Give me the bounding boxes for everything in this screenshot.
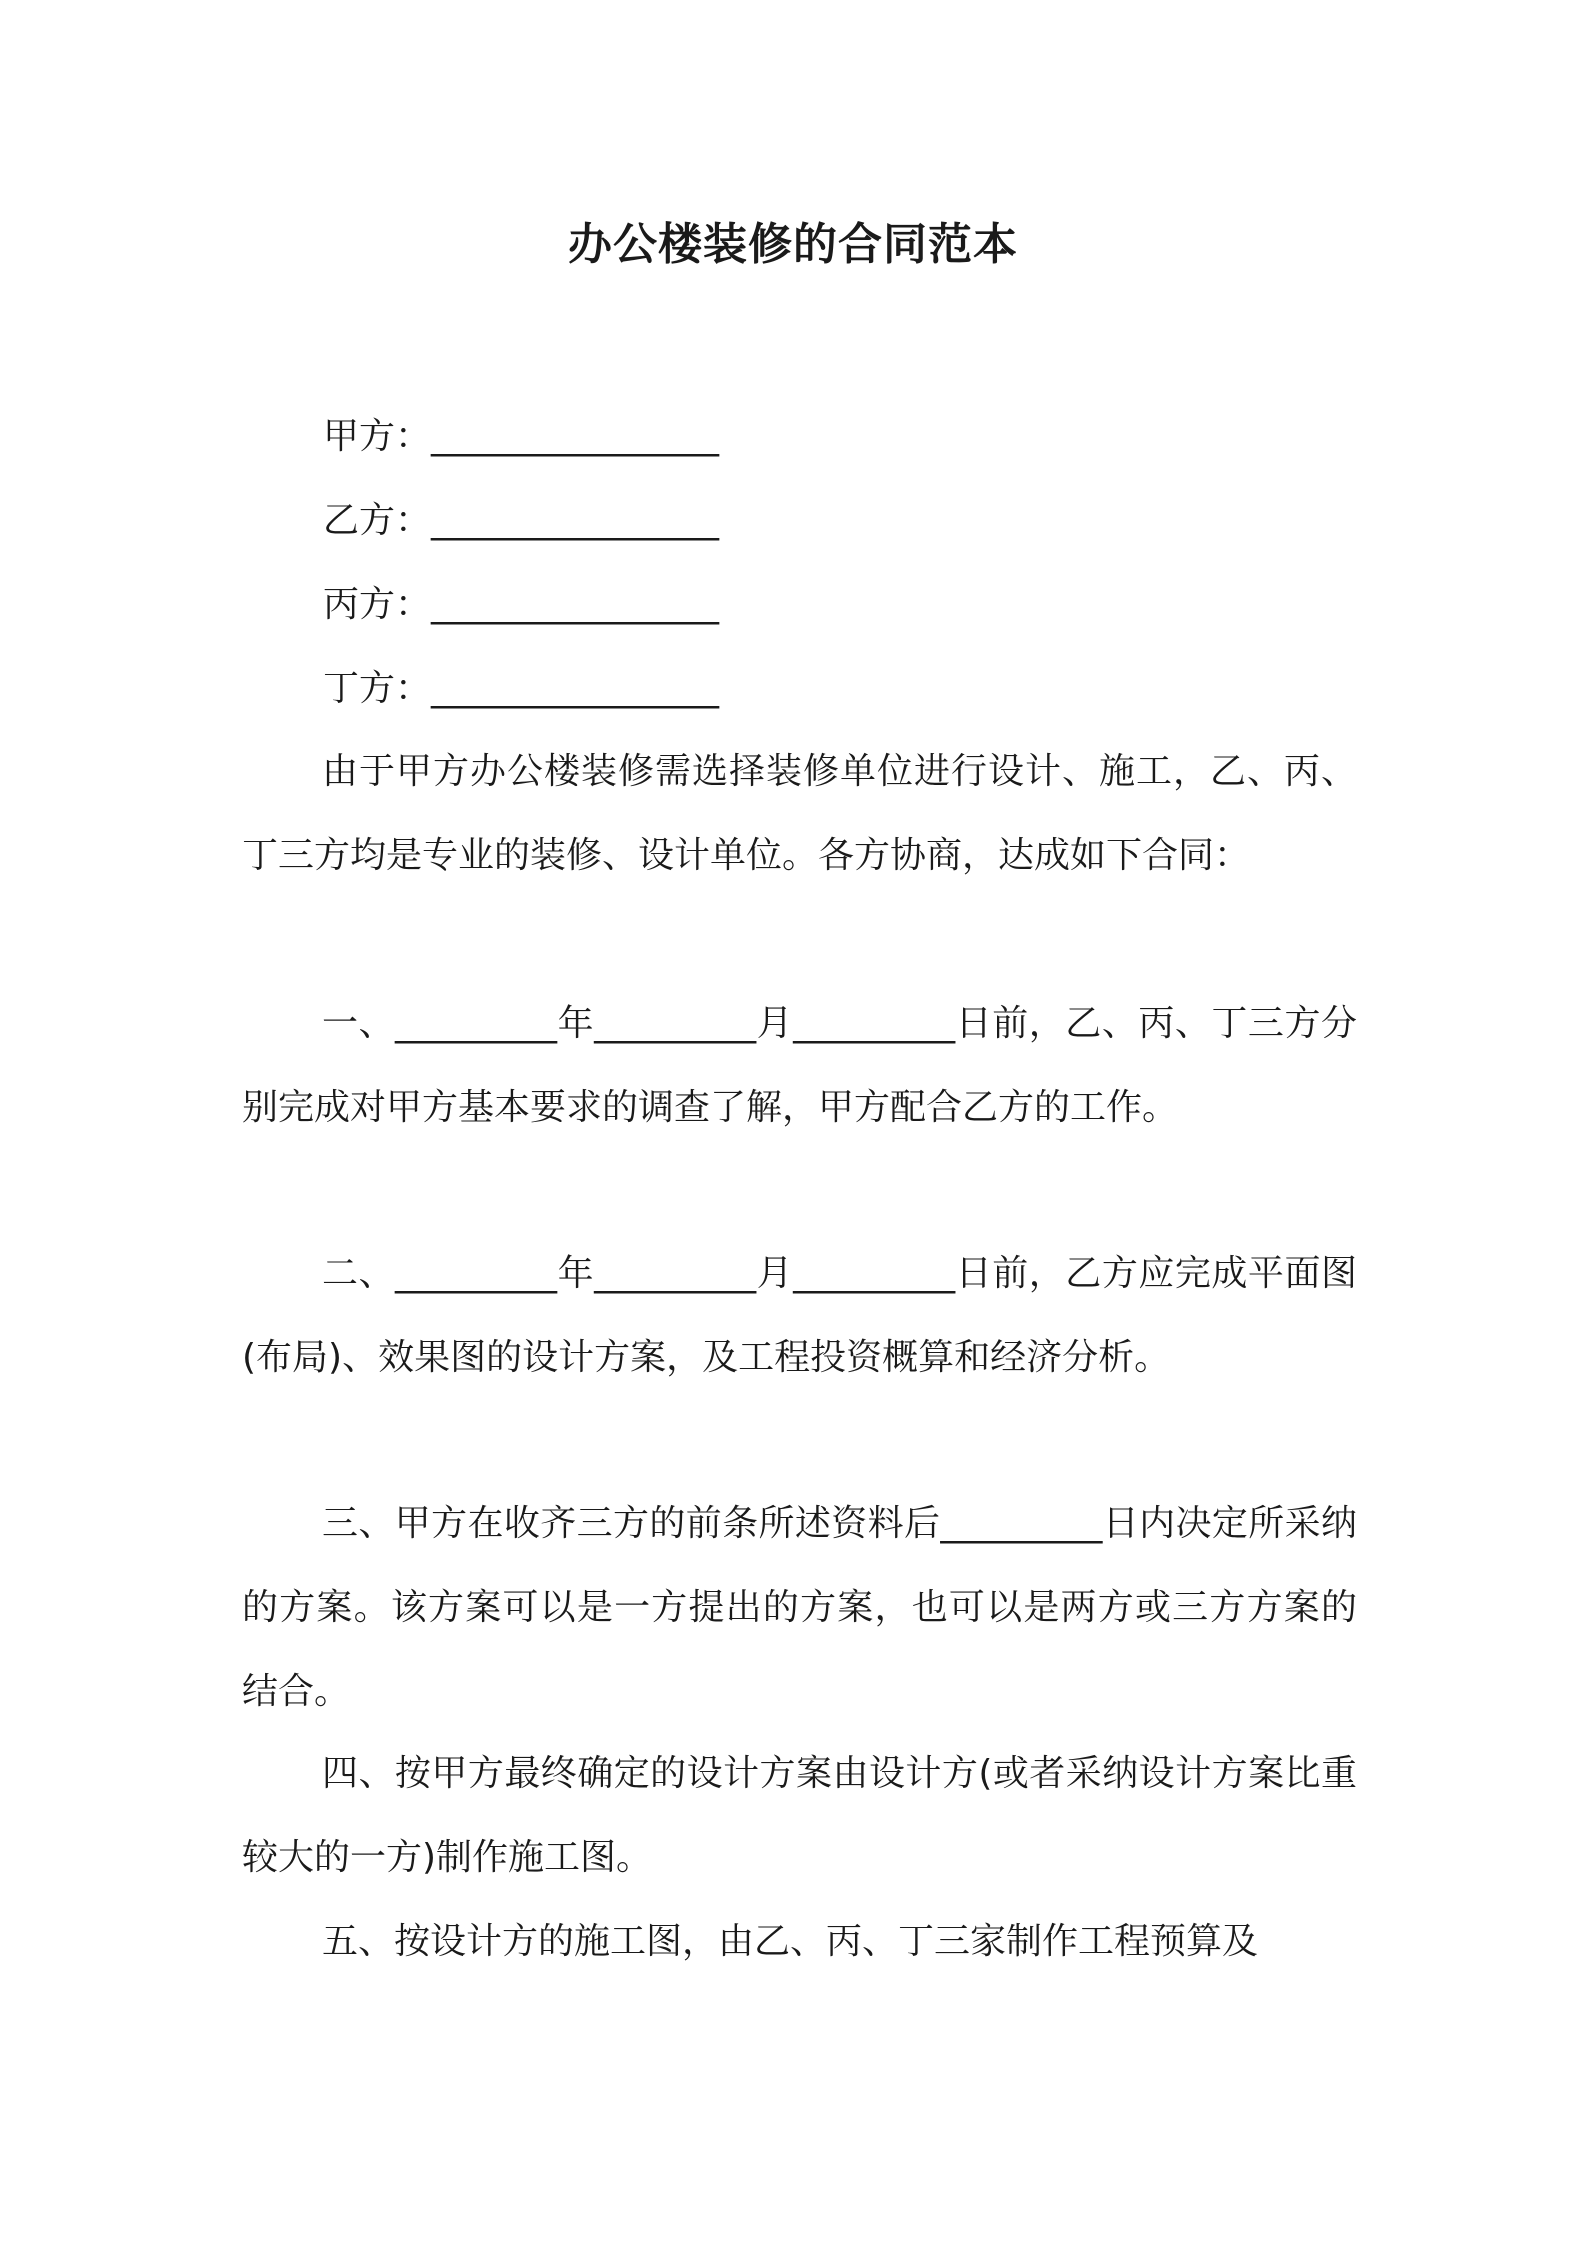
party-c-label: 丙方： <box>323 584 432 625</box>
party-a-line <box>323 412 719 462</box>
party-d-label: 丁方： <box>323 668 432 709</box>
party-d-line <box>323 664 719 714</box>
clause-2: 二、_________年_________月_________日前，乙方应完成平面图(布局)、效果图的设计方案，及工程投资概算和经济分析。 <box>242 1253 1357 1378</box>
party-b-label: 乙方： <box>323 500 432 541</box>
party-a-blank: ________________ <box>431 416 720 457</box>
document-title: 办公楼装修的合同范本 <box>568 219 1018 270</box>
clause-1: 一、_________年_________月_________日前，乙、丙、丁三方分别完成对甲方基本要求的调查了解，甲方配合乙方的工作。 <box>242 1003 1357 1128</box>
intro-paragraph: 由于甲方办公楼装修需选择装修单位进行设计、施工，乙、丙、丁三方均是专业的装修、设计单位。各方协商，达成如下合同： <box>242 751 1357 876</box>
party-d-blank: ________________ <box>431 668 720 709</box>
clause-3: 三、甲方在收齐三方的前条所述资料后_________日内决定所采纳的方案。该方案可以是一方提出的方案，也可以是两方或三方方案的结合。 <box>242 1503 1357 1712</box>
clause-5: 五、按设计方的施工图，由乙、丙、丁三家制作工程预算及 <box>322 1921 1259 1962</box>
party-c-blank: ________________ <box>431 584 720 625</box>
clause-4: 四、按甲方最终确定的设计方案由设计方(或者采纳设计方案比重较大的一方)制作施工图。 <box>242 1753 1357 1878</box>
party-a-label: 甲方： <box>323 416 432 457</box>
party-c-line <box>323 580 719 630</box>
party-b-line <box>323 496 719 546</box>
party-b-blank: ________________ <box>431 500 720 541</box>
